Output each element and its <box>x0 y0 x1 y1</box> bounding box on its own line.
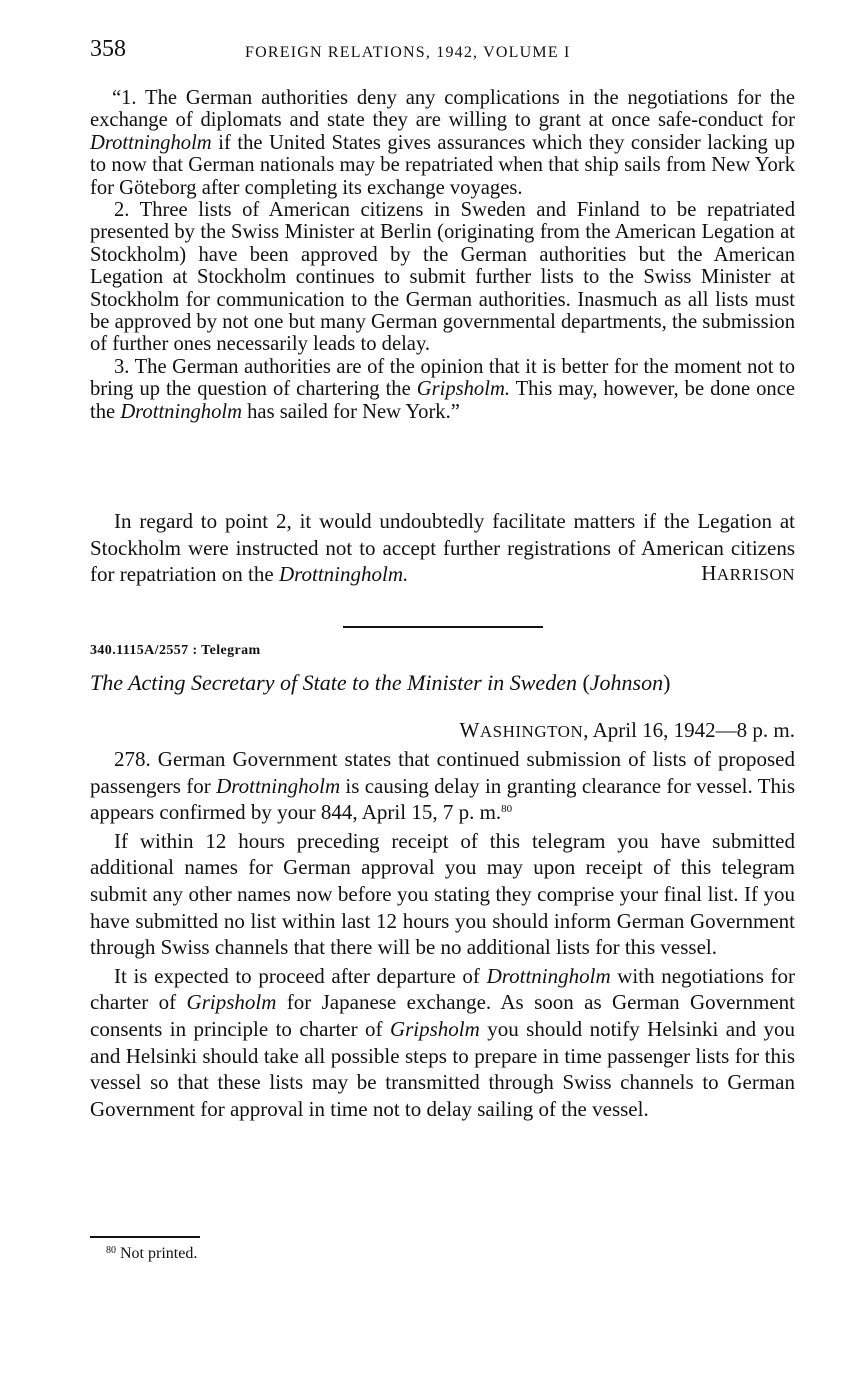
ship-name: Drottningholm. <box>278 562 409 587</box>
quote-point-2: 2. Three lists of American citizens in Sweden and Finland to be repatriated presented by the Swiss Minister at Berlin (originating from the American Legation at Stockholm) have been approved by the German authorities but the American Legation at Stockholm continues to submit further lists to the Swiss Minister at Stockholm for communication to the German authorities. Inasmuch as all lists must be approved by not one but many German governmental departments, the submission of further ones necessarily leads to delay. <box>90 199 795 356</box>
ship-name: Gripsholm <box>186 990 277 1015</box>
regard-text: In regard to point 2, it would undoubtedly facilitate matters if the Legation at Stockholm were instructed not to accept further registrations of American citizens for repatriation on the Drottningholm. <box>90 509 795 587</box>
telegram-body <box>90 746 795 1124</box>
telegram-paragraph-2: If within 12 hours preceding receipt of this telegram you have submitted additional names for German approval you may upon receipt of this telegram submit any other names now before you stating they comprise your final list. If you have submitted no list within last 12 hours you should inform German Government through Swiss channels that there will be no additional lists for this vessel. <box>90 828 795 960</box>
ship-name: Gripsholm <box>389 1016 480 1041</box>
telegram-paragraph-1: 278. German Government states that continued submission of lists of proposed passengers for Drottningholm is causing delay in granting clearance for vessel. This appears confirmed by your 844, April 15, 7 p. m.$^{80}$ <box>90 747 795 825</box>
document-heading: The Acting Secretary of State to the Minister in Sweden (Johnson) <box>90 670 671 695</box>
footnote: $^{80}$ Not printed. <box>106 1245 198 1262</box>
file-reference: 340.1115A/2557 : Telegram <box>90 643 261 658</box>
running-title: FOREIGN RELATIONS, 1942, VOLUME I <box>245 44 571 61</box>
ship-name: Drottningholm <box>120 400 242 423</box>
running-head <box>90 36 795 66</box>
ship-name: Drottningholm <box>216 773 341 798</box>
signature: HARRISON <box>701 560 795 585</box>
recipient-name: Johnson <box>589 670 664 695</box>
footnote-reference: 80 <box>501 803 513 816</box>
section-divider <box>343 626 543 628</box>
page-number: 358 <box>90 36 126 62</box>
footnote-number: 80 <box>106 1245 116 1256</box>
telegram-paragraph-3: It is expected to proceed after departure of Drottningholm with negotiations for charter of Gripsholm for Japanese exchange. As soon as German Government consents in principle to charter of Gripsholm you should notify Helsinki and you and Helsinki should take all possible steps to prepare in time passenger lists for this vessel so that these lists may be transmitted through Swiss channels to German Government for approval in time not to delay sailing of the vessel. <box>90 963 796 1121</box>
closing-paragraph <box>90 508 795 588</box>
ship-name: Drottningholm <box>90 131 212 154</box>
quote-point-1: “1. The German authorities deny any complications in the negotiations for the exchange of diplomats and state they are willing to grant at once safe-conduct for Drottningholm if the United States gives assurances which they consider lacking up to now that German nationals may be repatriated when that ship sails from New York for Göteborg after completing its exchange voyages. <box>90 87 795 199</box>
ship-name: Drottningholm <box>486 963 611 988</box>
dateline: WASHINGTON, April 16, 1942—8 p. m. <box>459 718 795 742</box>
quote-point-3: 3. The German authorities are of the opinion that it is better for the moment not to bring up the question of chartering the Gripsholm. This may, however, be done once the Drottningholm has sailed for New York.” <box>90 355 795 423</box>
footnote-divider <box>90 1236 200 1238</box>
ship-name: Gripsholm. <box>416 378 510 401</box>
quoted-message <box>90 87 795 423</box>
